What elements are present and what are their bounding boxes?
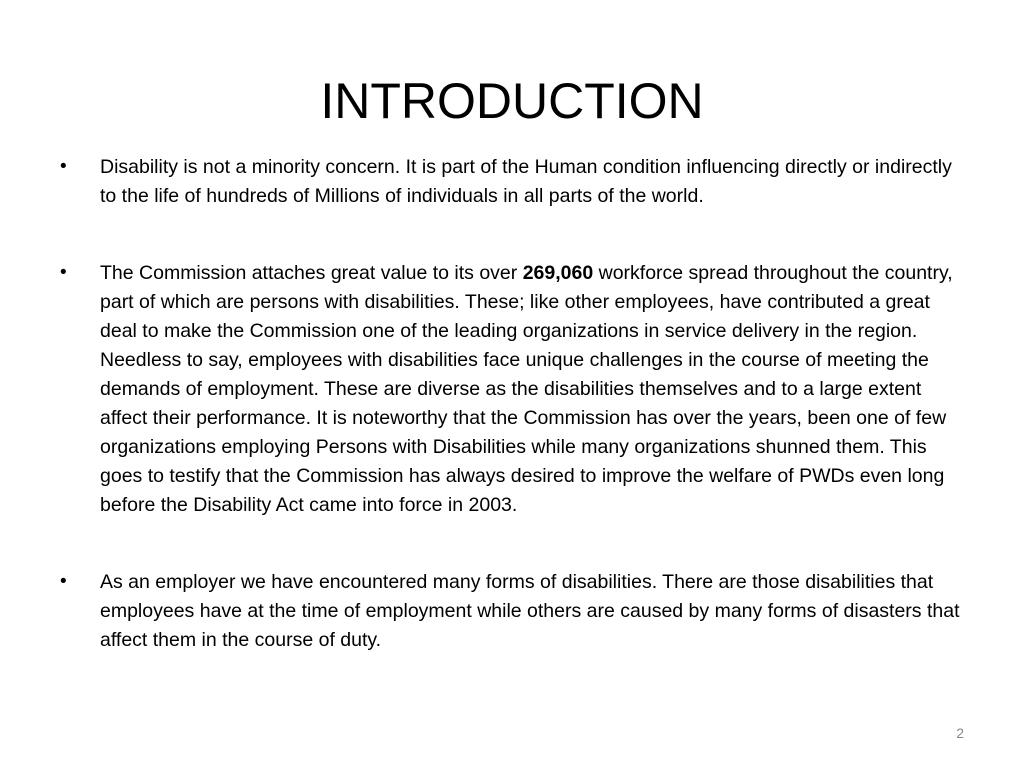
bullet-item: [60, 153, 965, 211]
bullet-icon: •: [60, 156, 67, 177]
bullet-item: [60, 259, 965, 520]
bullet-text: Disability is not a minority concern. It is part of the Human condition influencing directly or indirectly to the life of hundreds of Millions of individuals in all parts of the world.: [100, 156, 952, 207]
page-number: 2: [956, 725, 964, 741]
bullet-icon: •: [60, 571, 67, 592]
bullet-text-part: workforce spread throughout the country, part of which are persons with disabilities. These; like other employees, have contributed a great deal to make the Commission one of the leading organizations in service delivery in the region. Needless to say, employees with disabilities face unique challenges in the course of meeting the demands of employment. These are diverse as the disabilities themselves and to a large extent affect their performance. It is noteworthy that the Commission has over the years, been one of few organizations employing Persons with Disabilities while many organizations shunned them. This goes to testify that the Commission has always desired to improve the welfare of PWDs even long before the Disability Act came into force in 2003.: [100, 262, 953, 516]
bullet-text: As an employer we have encountered many forms of disabilities. There are those disabilities that employees have at the time of employment while others are caused by many forms of disasters that affect them in the course of duty.: [100, 571, 960, 651]
bullet-text: [100, 262, 953, 516]
bullet-item: [60, 568, 965, 655]
bullet-text-part: The Commission attaches great value to its over: [100, 262, 523, 284]
bullet-icon: •: [60, 262, 67, 283]
workforce-count: 269,060: [522, 262, 594, 284]
bullet-list: [60, 153, 965, 655]
slide-title: INTRODUCTION: [320, 73, 704, 129]
